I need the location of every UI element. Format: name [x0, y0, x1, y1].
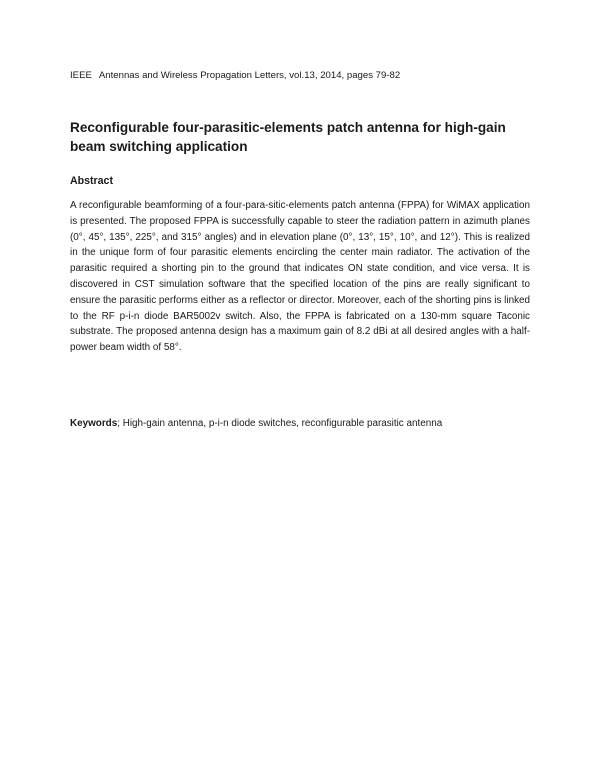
paper-title: Reconfigurable four-parasitic-elements patch antenna for high-gain beam switching application	[70, 120, 506, 154]
abstract-heading: Abstract	[70, 175, 113, 187]
citation-journal: IEEE	[70, 70, 92, 81]
keywords-line	[70, 417, 540, 431]
keywords-label: Keywords	[70, 418, 118, 429]
citation-line	[70, 70, 540, 82]
abstract-body: A reconfigurable beamforming of a four-para-sitic-elements patch antenna (FPPA) for WiMAX application is presented. The proposed FPPA is successfully capable to steer the radiation pattern in azimuth planes (0°, 45°, 135°, 225°, and 315° angles) and in elevation plane (0°, 13°, 15°, 10°, and 12°). This is realized in the unique form of four parasitic elements encircling the center main radiator. The activation of the parasitic required a shorting pin to the ground that indicates ON state condition, and vice versa. It is discovered in CST simulation software that the specified location of the pins are really significant to ensure the parasitic performs either as a reflector or director. Moreover, each of the shorting pins is linked to the RF p-i-n diode BAR5002v switch. Also, the FPPA is fabricated on a 130-mm square Taconic substrate. The proposed antenna design has a maximum gain of 8.2 dBi at all desired angles with a half-power beam width of 58°.	[70, 200, 530, 354]
citation-venue: Antennas and Wireless Propagation Letters, vol.13, 2014, pages 79-82	[98, 70, 401, 81]
keywords-text: High-gain antenna, p-i-n diode switches, reconfigurable parasitic antenna	[119, 418, 443, 429]
keywords-separator: ;	[117, 418, 120, 429]
